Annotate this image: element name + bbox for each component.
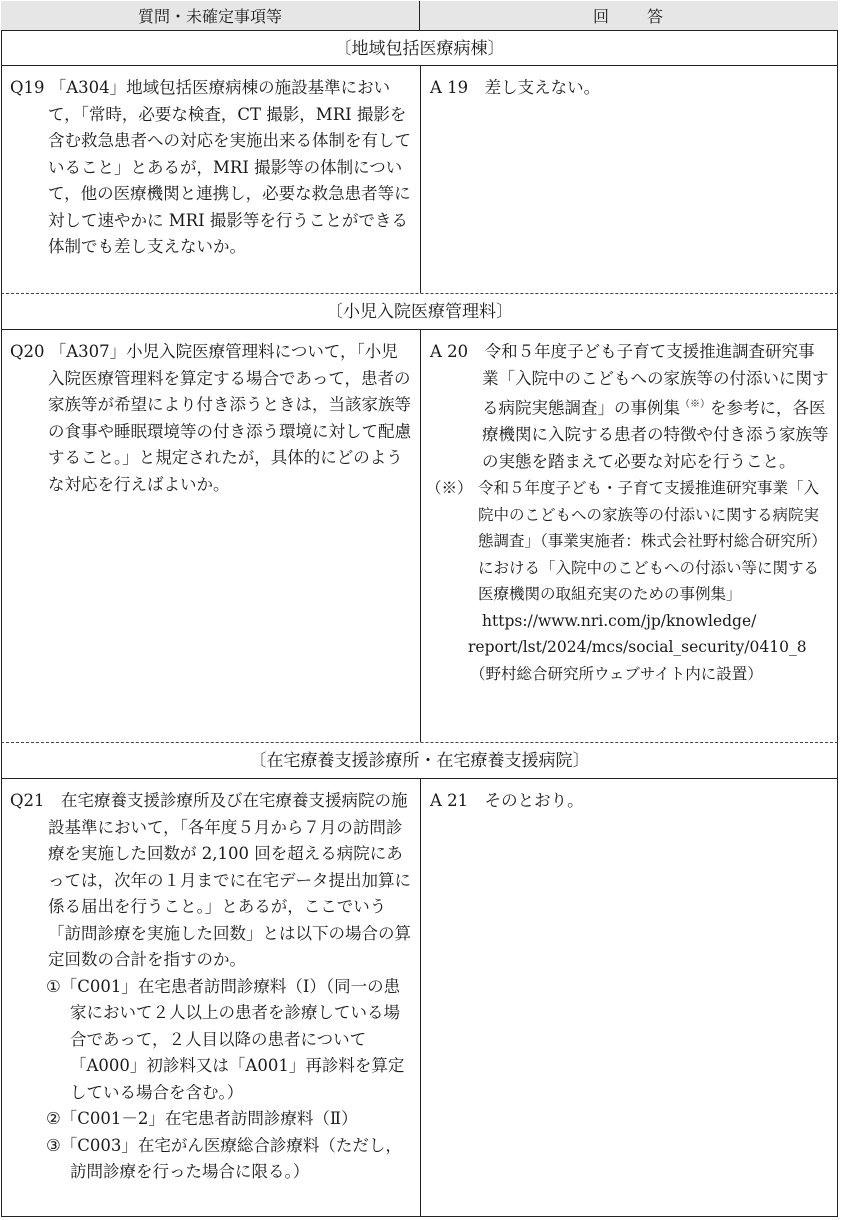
answer-a21 bbox=[430, 788, 830, 815]
answer-text: A 19 差し支えない。 bbox=[430, 78, 601, 97]
footnote-mark: （※） bbox=[426, 479, 473, 497]
question-text: Q21 在宅療養支援診療所及び在宅療養支援病院の施設基準において，「各年度５月から７月の訪問診療を実施した回数が 2,100 回を超える病院にあっては，次年の１月までに在宅データ提出加算に係る届出を行うこと。」とあるが，ここでいう「訪問診療を実施した回数」とは以下の場合の算定回数の合計を指すのか。 bbox=[10, 791, 411, 969]
section-title-home-care: 〔在宅療養支援診療所・在宅療養支援病院〕 bbox=[249, 751, 590, 771]
footnote-site-note: （野村総合研究所ウェブサイト内に設置） bbox=[470, 664, 763, 683]
question-q21 bbox=[10, 788, 412, 1186]
row-divider bbox=[1, 293, 838, 294]
footnote-ref: （※） bbox=[680, 399, 710, 410]
footnote-url-2: report/lst/2024/mcs/social_security/0410_8 bbox=[468, 638, 807, 656]
answer-tail: を参考に，各医療機関に入院する患者の特徴や付き添う家族等の実態を踏まえて必要な対応を行うこと。 bbox=[482, 398, 829, 471]
footnote bbox=[426, 475, 830, 608]
header-answer: 回 答 bbox=[420, 1, 838, 31]
column-divider bbox=[420, 778, 421, 1217]
answer-text bbox=[430, 339, 830, 475]
question-text: Q19 「A304」地域包括医療病棟の施設基準において，「常時，必要な検査，CT 撮影，MRI 撮影を含む救急患者への対応を実施出来る体制を有していること」とあるが，MRI 撮影等の体制について，他の医療機関と連携し，必要な救急患者等に対して速やかに MRI 撮影等を行うことができる体制でも差し支えないか。 bbox=[10, 78, 411, 256]
footnote-text: 令和５年度子ども・子育て支援推進研究事業「入院中のこどもへの家族等の付添いに関する病院実態調査」（事業実施者：株式会社野村総合研究所）における「入院中のこどもへの付添い等に関する医療機関の取組充実のための事例集」 bbox=[478, 479, 827, 603]
question-text: Q20 「A307」小児入院医療管理料について，「小児入院医療管理料を算定する場合であって，患者の家族等が希望により付き添うときは，当該家族等の食事や睡眠環境等の付き添う環境に対して配慮すること。」と規定されたが，具体的にどのような対応を行えばよいか。 bbox=[10, 342, 411, 494]
answer-main: A 20 令和５年度子ども子育て支援推進調査研究事業「入院中のこどもへの家族等の付添いに関する病院実態調査」の事例集 bbox=[430, 342, 829, 418]
section-title-pediatric: 〔小児入院医療管理料〕 bbox=[326, 302, 513, 322]
header-question: 質問・未確定事項等 bbox=[1, 1, 420, 31]
question-q19 bbox=[10, 75, 412, 261]
list-item: ③「C003」在宅がん医療総合診療料（ただし，訪問診療を行った場合に限る。） bbox=[46, 1135, 402, 1181]
question-q20 bbox=[10, 339, 412, 498]
answer-a19 bbox=[430, 75, 830, 102]
column-divider bbox=[420, 329, 421, 742]
list-item: ①「C001」在宅患者訪問診療料（Ⅰ）（同一の患家において２人以上の患者を診療している場合であって，２人目以降の患者について「A000」初診料又は「A001」再診料を算定している場合を含む。） bbox=[46, 976, 405, 1102]
answer-a20 bbox=[426, 339, 830, 687]
list-item: ②「C001－2」在宅患者訪問診療料（Ⅱ） bbox=[46, 1109, 358, 1128]
answer-text: A 21 そのとおり。 bbox=[430, 791, 584, 810]
row-divider bbox=[1, 742, 838, 743]
footnote-url-1: https://www.nri.com/jp/knowledge/ bbox=[482, 611, 757, 630]
column-divider bbox=[420, 65, 421, 293]
section-title-community-care: 〔地域包括医療病棟〕 bbox=[334, 39, 505, 59]
